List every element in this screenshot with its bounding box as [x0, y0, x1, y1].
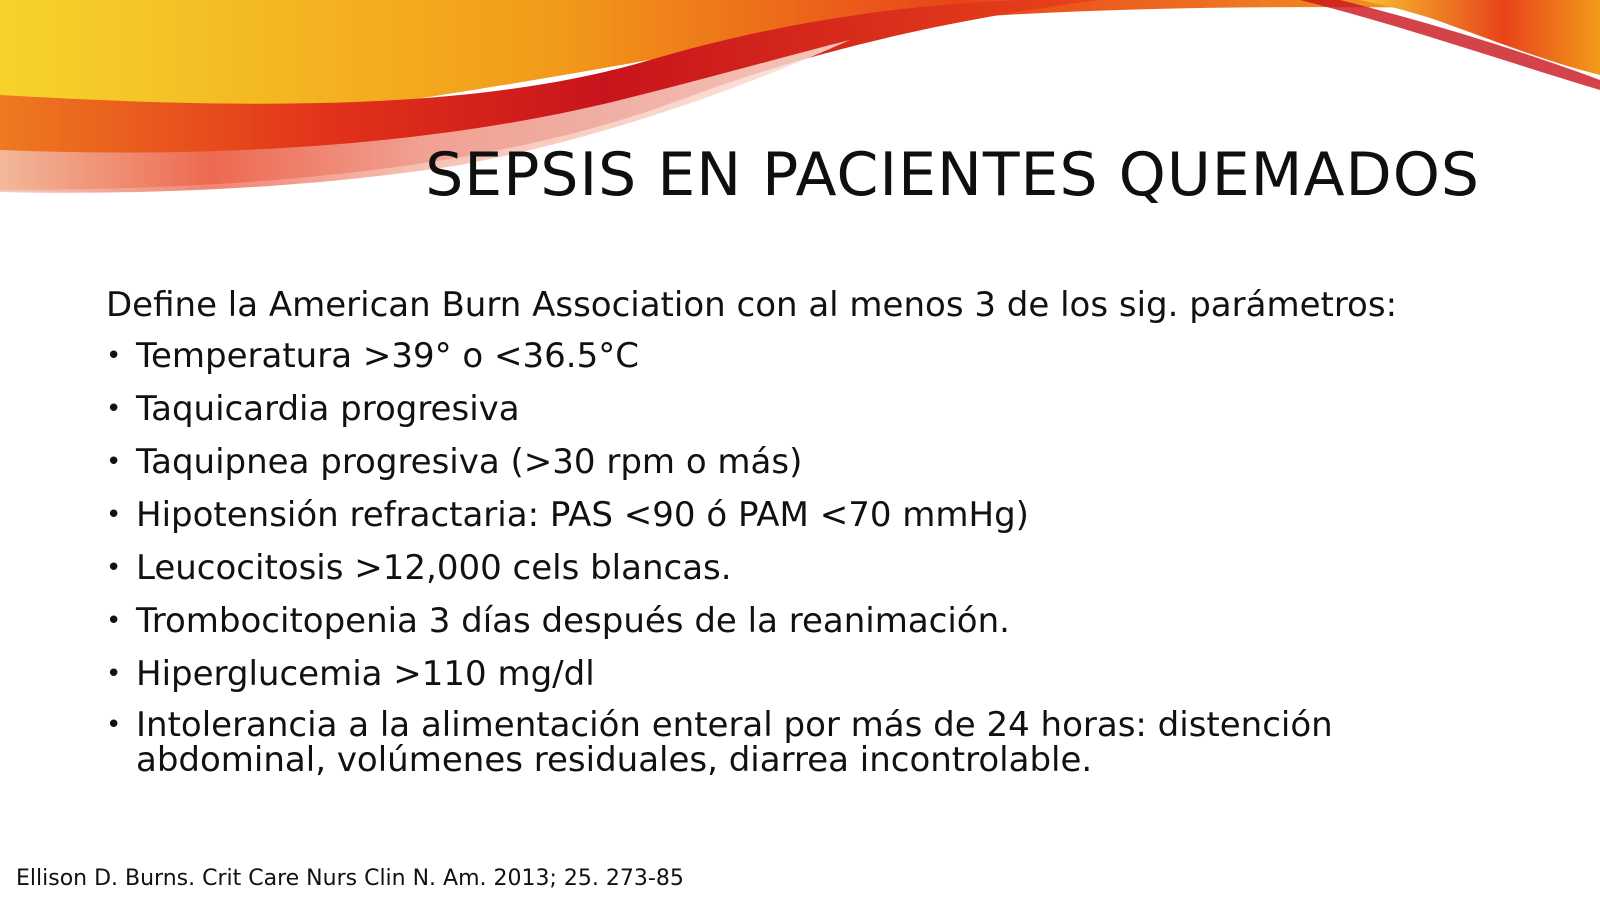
list-item [106, 655, 1436, 708]
list-item [106, 390, 1436, 443]
list-item-text: Hipotensión refractaria: PAS <90 ó PAM <70 mmHg) [136, 495, 1029, 535]
bullet-icon: • [106, 394, 122, 424]
list-item-text: Hiperglucemia >110 mg/dl [136, 654, 595, 694]
list-item-text: Trombocitopenia 3 días después de la reanimación. [136, 601, 1010, 641]
list-item-text: Intolerancia a la alimentación enteral por más de 24 horas: distención abdominal, volúmenes residuales, diarrea incontrolable. [136, 705, 1333, 780]
bullet-icon: • [106, 659, 122, 689]
list-item-text: Leucocitosis >12,000 cels blancas. [136, 548, 732, 588]
list-item [106, 705, 1436, 780]
list-item [106, 337, 1436, 390]
bullet-icon: • [106, 606, 122, 636]
list-item-text: Temperatura >39° o <36.5°C [136, 336, 639, 376]
bullet-icon: • [106, 447, 122, 477]
list-item [106, 443, 1436, 496]
bullet-icon: • [106, 710, 122, 740]
bullet-icon: • [106, 341, 122, 371]
list-item-text: Taquicardia progresiva [136, 389, 520, 429]
bullet-icon: • [106, 500, 122, 530]
list-item-text: Taquipnea progresiva (>30 rpm o más) [136, 442, 803, 482]
citation: Ellison D. Burns. Crit Care Nurs Clin N. Am. 2013; 25. 273-85 [16, 866, 684, 891]
list-item [106, 496, 1436, 549]
parameter-list [106, 337, 1436, 778]
list-item [106, 549, 1436, 602]
slide-title: SEPSIS EN PACIENTES QUEMADOS [425, 140, 1480, 210]
list-item [106, 602, 1436, 655]
bullet-icon: • [106, 553, 122, 583]
intro-text: Define la American Burn Association con al menos 3 de los sig. parámetros: [106, 285, 1398, 325]
swoosh-band-right [1360, 0, 1600, 75]
